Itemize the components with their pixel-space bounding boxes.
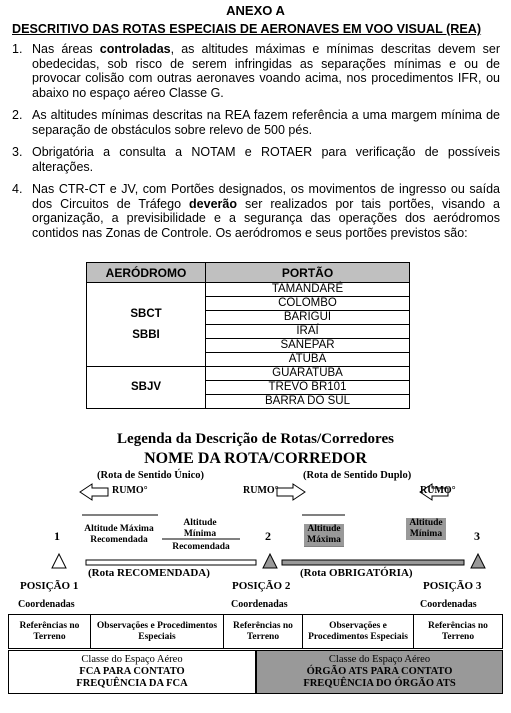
ats-contact-box: Classe do Espaço Aéreo ÓRGÃO ATS PARA CONTATO FREQUÊNCIA DO ÓRGÃO ATS: [256, 650, 503, 694]
position-1-label: POSIÇÃO 1: [20, 580, 79, 592]
triangle-icon: [52, 554, 66, 568]
double-direction-label: (Rota de Sentido Duplo): [303, 470, 412, 481]
fca-contact-box: Classe do Espaço Aéreo FCA PARA CONTATO FREQUÊNCIA DA FCA: [8, 650, 256, 694]
recommended-route-label: (Rota RECOMENDADA): [88, 567, 210, 579]
point-2-label: 2: [265, 529, 271, 543]
terrain-reference-box: Referências no Terreno: [8, 614, 91, 649]
list-item: 1. Nas áreas controladas, as altitudes máximas e mínimas descritas devem ser obedecidas, sob risco de serem infringidas as separações mínimas e ou de provocar colisão com outras aeronaves voando acima, nos procedimentos IFR, ou abaixo no espaço aéreo Classe G.: [12, 42, 500, 100]
list-item: 2. As altitudes mínimas descritas na REA fazem referência a uma margem mínima de separação de obstáculos sobre relevo de 500 pés.: [12, 108, 500, 137]
item-number: 3.: [12, 145, 23, 159]
aerodrome-cell: SBJV: [87, 367, 206, 409]
annex-title: ANEXO A: [226, 3, 285, 18]
gate-cell: SANEPAR: [206, 339, 410, 353]
heading-label: RUMO°: [243, 485, 279, 496]
position-2-label: POSIÇÃO 2: [232, 580, 291, 592]
mandatory-route-label: (Rota OBRIGATÓRIA): [300, 567, 413, 579]
gate-cell: COLOMBO: [206, 297, 410, 311]
item-number: 1.: [12, 42, 23, 56]
triangle-icon: [263, 554, 277, 568]
position-3-label: POSIÇÃO 3: [423, 580, 482, 592]
column-header-aerodrome: AERÓDROMO: [87, 263, 206, 283]
alt-max-label: Altitude Máxima: [304, 524, 344, 546]
recommended-route-bar: [86, 560, 256, 565]
arrow-right-icon: [277, 484, 305, 500]
item-number: 4.: [12, 182, 23, 196]
item-number: 2.: [12, 108, 23, 122]
heading-label: RUMO°: [112, 485, 148, 496]
legend-title: Legenda da Descrição de Rotas/Corredores: [117, 431, 394, 447]
list-item: 3. Obrigatória a consulta a NOTAM e ROTAER para verificação de possíveis alterações.: [12, 145, 500, 174]
annex-subtitle: DESCRITIVO DAS ROTAS ESPECIAIS DE AERONAVES EM VOO VISUAL (REA): [12, 22, 482, 36]
coordinates-label: Coordenadas: [420, 599, 477, 610]
alt-max-recommended-label: Altitude Máxima Recomendada: [84, 524, 154, 545]
terrain-reference-box: Referências no Terreno: [413, 614, 503, 649]
special-procedures-box: Observações e Procedimentos Especiais: [302, 614, 414, 649]
recommended-label: Recomendada: [172, 542, 230, 552]
gate-cell: GUARATUBA: [206, 367, 410, 381]
aerodrome-cell: SBCT SBBI: [87, 283, 206, 367]
list-item: 4. Nas CTR-CT e JV, com Portões designados, os movimentos de ingresso ou saída dos Circuitos de Tráfego deverão ser realizados por tais portões, visando a organização, a previsibilidade e a segurança das operações dos aeródromos contidos nas Zonas de Controle. Os aeródromos e seus portões previstos são:: [12, 182, 501, 240]
coordinates-label: Coordenadas: [231, 599, 288, 610]
special-procedures-box: Observações e Procedimentos Especiais: [90, 614, 224, 649]
single-direction-label: (Rota de Sentido Único): [97, 470, 205, 481]
coordinates-label: Coordenadas: [18, 599, 75, 610]
point-3-label: 3: [474, 529, 480, 543]
gate-cell: BARRA DO SUL: [206, 395, 410, 409]
mandatory-route-bar: [282, 560, 464, 565]
column-header-gate: PORTÃO: [206, 263, 410, 283]
gate-cell: BARIGUI: [206, 311, 410, 325]
alt-min-label: Altitude Mínima: [183, 518, 217, 539]
gate-cell: IRAÍ: [206, 325, 410, 339]
heading-label: RUMO°: [420, 485, 456, 496]
alt-min-label: Altitude Mínima: [406, 518, 446, 540]
triangle-icon: [471, 554, 485, 568]
point-1-label: 1: [54, 529, 60, 543]
gate-cell: TREVO BR101: [206, 381, 410, 395]
route-name-label: NOME DA ROTA/CORREDOR: [144, 450, 367, 467]
gate-cell: ATUBA: [206, 353, 410, 367]
terrain-reference-box: Referências no Terreno: [223, 614, 303, 649]
gate-cell: TAMANDARÉ: [206, 283, 410, 297]
arrow-left-icon: [80, 484, 108, 500]
